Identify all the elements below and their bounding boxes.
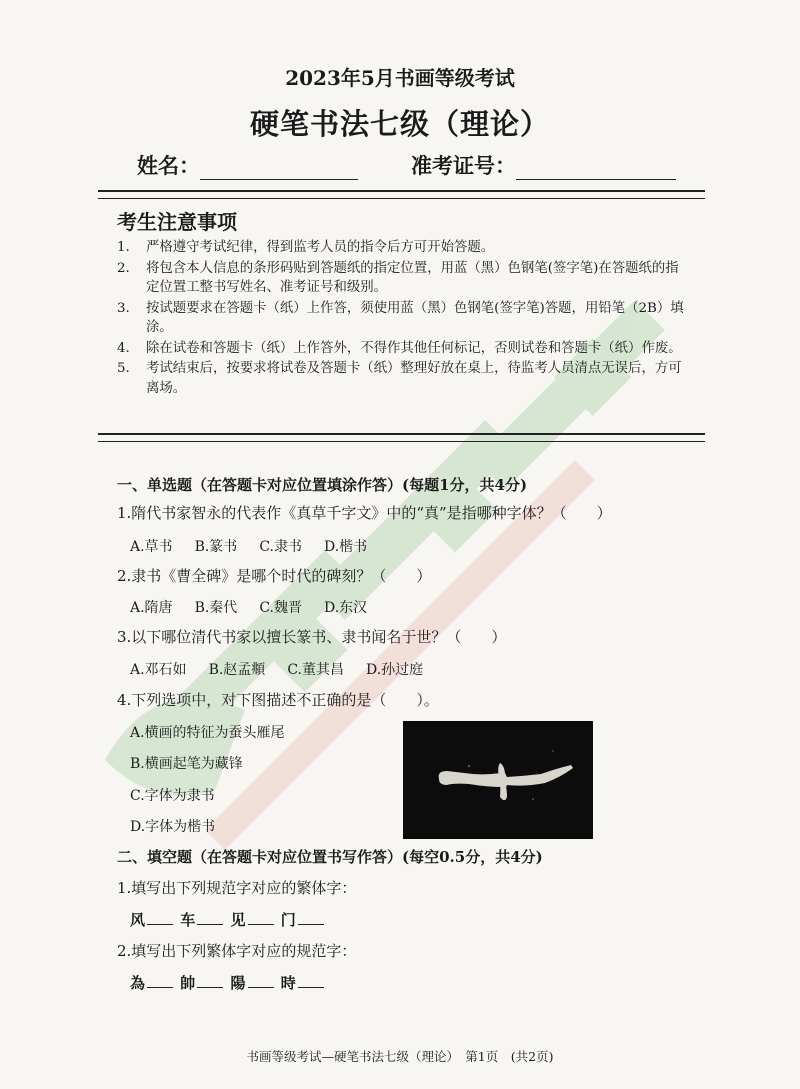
- divider-top: [98, 190, 705, 199]
- page-footer: 书画等级考试—硬笔书法七级（理论） 第1页 (共2页): [246, 1049, 554, 1064]
- notice-item: [117, 259, 687, 298]
- fill-question-2-chars: [130, 972, 326, 993]
- option-c: C.魏晋: [259, 600, 302, 616]
- char: 時: [280, 974, 296, 992]
- notice-text: 按试题要求在答题卡（纸）上作答，须使用蓝（黑）色钢笔(签字笔)答题，用铅笔（2B）填涂。: [146, 300, 684, 335]
- notice-text: 考试结束后，按要求将试卷及答题卡（纸）整理好放在桌上，待监考人员清点无误后，方可离场。: [146, 361, 682, 396]
- char: 车: [180, 911, 196, 929]
- option-d: D.孙过庭: [365, 662, 424, 678]
- question-4: 4.下列选项中，对下图描述不正确的是（ ）。: [117, 691, 439, 709]
- question-2-options: [130, 597, 389, 617]
- option-c: C.隶书: [259, 539, 302, 555]
- option-a: A.隋唐: [130, 600, 173, 616]
- option-d: D.东汉: [323, 600, 368, 616]
- divider-bottom: [98, 433, 705, 442]
- char: 帥: [180, 974, 196, 992]
- notice-item: [117, 359, 687, 398]
- option-b: B.篆书: [194, 539, 238, 555]
- option-c: C.字体为隶书: [130, 788, 215, 804]
- question-3: 3.以下哪位清代书家以擅长篆书、隶书闻名于世？（ ）: [117, 628, 507, 646]
- char: 见: [230, 911, 246, 929]
- calligraphy-stroke-image: [403, 721, 593, 839]
- answer-blank: [147, 973, 173, 988]
- answer-blank: [248, 910, 274, 925]
- char: 為: [130, 974, 146, 992]
- char: 陽: [230, 974, 246, 992]
- name-field: [137, 150, 358, 180]
- option-a: A.邓石如: [130, 662, 187, 678]
- option-d: D.楷书: [323, 539, 368, 555]
- option-b: B.横画起笔为藏锋: [130, 756, 243, 772]
- option-a: A.横画的特征为蚕头雁尾: [130, 725, 285, 741]
- option-d: D.字体为楷书: [130, 819, 216, 835]
- option-a: A.草书: [130, 539, 173, 555]
- notice-num: 5.: [117, 361, 130, 376]
- option-c: C.董其昌: [287, 662, 344, 678]
- notice-title: 考生注意事项: [117, 210, 237, 234]
- exam-title: 2023年5月书画等级考试: [285, 66, 515, 90]
- notice-num: 3.: [117, 300, 130, 316]
- notice-num: 2.: [117, 260, 130, 276]
- id-underline: [516, 157, 676, 180]
- answer-blank: [147, 910, 173, 925]
- id-label: 准考证号：: [411, 153, 516, 178]
- notice-item: [117, 238, 687, 258]
- option-b: B.赵孟頫: [208, 662, 266, 678]
- section-fill-blank-title: 二、填空题（在答题卡对应位置书写作答）(每空0.5分，共4分): [117, 848, 543, 866]
- answer-blank: [298, 910, 324, 925]
- question-2: 2.隶书《曹全碑》是哪个时代的碑刻？（ ）: [117, 567, 432, 585]
- notice-list: [117, 238, 687, 399]
- answer-blank: [197, 973, 223, 988]
- notice-text: 将包含本人信息的条形码贴到答题纸的指定位置，用蓝（黑）色钢笔(签字笔)在答题纸的指定位置工整书写姓名、准考证号和级别。: [146, 260, 679, 295]
- option-b: B.秦代: [194, 600, 238, 616]
- question-1: 1.隋代书家智永的代表作《真草千字文》中的“真”是指哪种字体？（ ）: [117, 504, 612, 522]
- notice-text: 除在试卷和答题卡（纸）上作答外，不得作其他任何标记，否则试卷和答题卡（纸）作废。: [146, 340, 682, 356]
- notice-item: [117, 339, 687, 359]
- section-single-choice-title: 一、单选题（在答题卡对应位置填涂作答）(每题1分，共4分): [117, 476, 528, 494]
- exam-subject: 硬笔书法七级（理论）: [249, 107, 550, 141]
- answer-blank: [197, 910, 223, 925]
- char: 风: [130, 911, 146, 929]
- notice-num: 1.: [117, 240, 130, 255]
- name-underline: [200, 157, 358, 180]
- notice-num: 4.: [117, 340, 130, 356]
- question-1-options: [130, 536, 389, 556]
- answer-blank: [298, 973, 324, 988]
- notice-text: 严格遵守考试纪律，得到监考人员的指令后方可开始答题。: [146, 240, 495, 255]
- fill-question-1: 1.填写出下列规范字对应的繁体字：: [117, 879, 357, 897]
- id-field: [411, 150, 676, 180]
- answer-blank: [248, 973, 274, 988]
- notice-item: [117, 299, 687, 338]
- question-3-options: [130, 659, 445, 679]
- fill-question-1-chars: [130, 909, 326, 930]
- fill-question-2: 2.填写出下列繁体字对应的规范字：: [117, 942, 357, 960]
- name-label: 姓名：: [137, 153, 200, 178]
- char: 门: [280, 911, 296, 929]
